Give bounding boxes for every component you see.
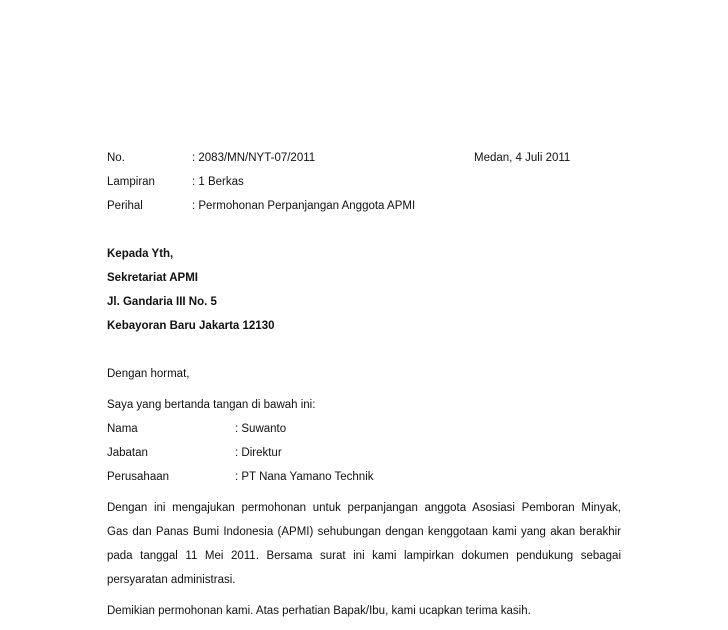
lampiran-label: Lampiran: [107, 176, 155, 188]
perihal-label: Perihal: [107, 200, 143, 212]
recipient-line-4: Kebayoran Baru Jakarta 12130: [107, 320, 275, 332]
field-label-perusahaan: Perusahaan: [107, 471, 170, 483]
field-value-nama: : Suwanto: [235, 423, 287, 435]
paragraph-line-1: Dengan ini mengajukan permohonan untuk perpanjangan anggota Asosiasi Pemboran Minyak,: [107, 502, 621, 514]
paragraph-line-3: pada tanggal 11 Mei 2011. Bersama surat ini kami lampirkan dokumen pendukung sebagai: [107, 550, 621, 562]
field-label-nama: Nama: [107, 423, 138, 435]
closing-text: Demikian permohonan kami. Atas perhatian Bapak/Ibu, kami ucapkan terima kasih.: [107, 605, 531, 617]
recipient-line-3: Jl. Gandaria III No. 5: [107, 296, 217, 308]
greeting: Dengan hormat,: [107, 368, 190, 380]
perihal-value: : Permohonan Perpanjangan Anggota APMI: [192, 200, 416, 212]
intro-text: Saya yang bertanda tangan di bawah ini:: [107, 399, 316, 411]
lampiran-value: : 1 Berkas: [192, 176, 244, 188]
paragraph-line-2: Gas dan Panas Bumi Indonesia (APMI) sehubungan dengan kenggotaan kami yang akan berakhir: [107, 526, 621, 538]
place-date: Medan, 4 Juli 2011: [474, 152, 571, 164]
no-value: : 2083/MN/NYT-07/2011: [192, 152, 316, 164]
recipient-line-1: Kepada Yth,: [107, 248, 174, 260]
field-label-jabatan: Jabatan: [107, 447, 148, 459]
field-value-jabatan: : Direktur: [235, 447, 282, 459]
no-label: No.: [107, 152, 125, 164]
field-value-perusahaan: : PT Nana Yamano Technik: [235, 471, 374, 483]
recipient-line-2: Sekretariat APMI: [107, 272, 198, 284]
paragraph-line-4: persyaratan administrasi.: [107, 574, 236, 586]
